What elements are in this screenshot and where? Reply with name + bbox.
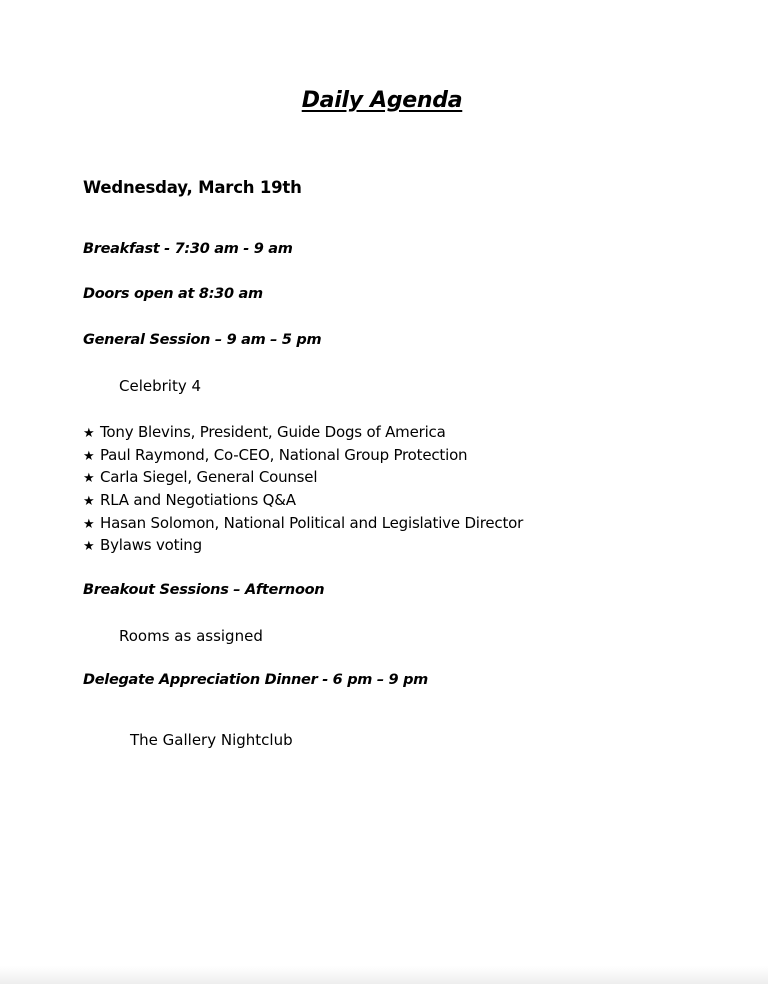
list-item xyxy=(83,444,523,467)
star-icon: ★ xyxy=(83,516,95,532)
breakout-location: Rooms as assigned xyxy=(119,627,263,645)
speaker-list xyxy=(83,421,523,557)
list-item xyxy=(83,512,523,535)
list-item xyxy=(83,466,523,489)
star-icon: ★ xyxy=(83,494,95,510)
breakout-sessions-heading: Breakout Sessions – Afternoon xyxy=(83,582,325,598)
list-item-text: Hasan Solomon, National Political and Legislative Director xyxy=(100,513,524,532)
list-item-text: Carla Siegel, General Counsel xyxy=(100,468,318,487)
star-icon: ★ xyxy=(83,426,95,441)
dinner-heading: Delegate Appreciation Dinner - 6 pm – 9 pm xyxy=(83,672,428,688)
page-bottom-edge xyxy=(0,966,768,984)
list-item xyxy=(83,421,523,444)
star-icon: ★ xyxy=(83,471,95,487)
dinner-location: The Gallery Nightclub xyxy=(130,731,293,749)
day-heading: Wednesday, March 19th xyxy=(83,178,302,197)
general-session-heading: General Session – 9 am – 5 pm xyxy=(83,332,322,348)
star-icon: ★ xyxy=(83,448,95,464)
list-item-text: Bylaws voting xyxy=(100,536,202,555)
star-icon: ★ xyxy=(83,539,95,555)
doors-open-heading: Doors open at 8:30 am xyxy=(83,286,263,302)
list-item xyxy=(83,534,523,557)
list-item-text: Tony Blevins, President, Guide Dogs of America xyxy=(100,423,446,441)
breakfast-heading: Breakfast - 7:30 am - 9 am xyxy=(83,241,293,257)
list-item-text: RLA and Negotiations Q&A xyxy=(100,491,296,510)
general-session-location: Celebrity 4 xyxy=(119,377,202,395)
page-title: Daily Agenda xyxy=(301,88,463,113)
list-item-text: Paul Raymond, Co-CEO, National Group Protection xyxy=(100,445,468,464)
list-item xyxy=(83,489,523,512)
